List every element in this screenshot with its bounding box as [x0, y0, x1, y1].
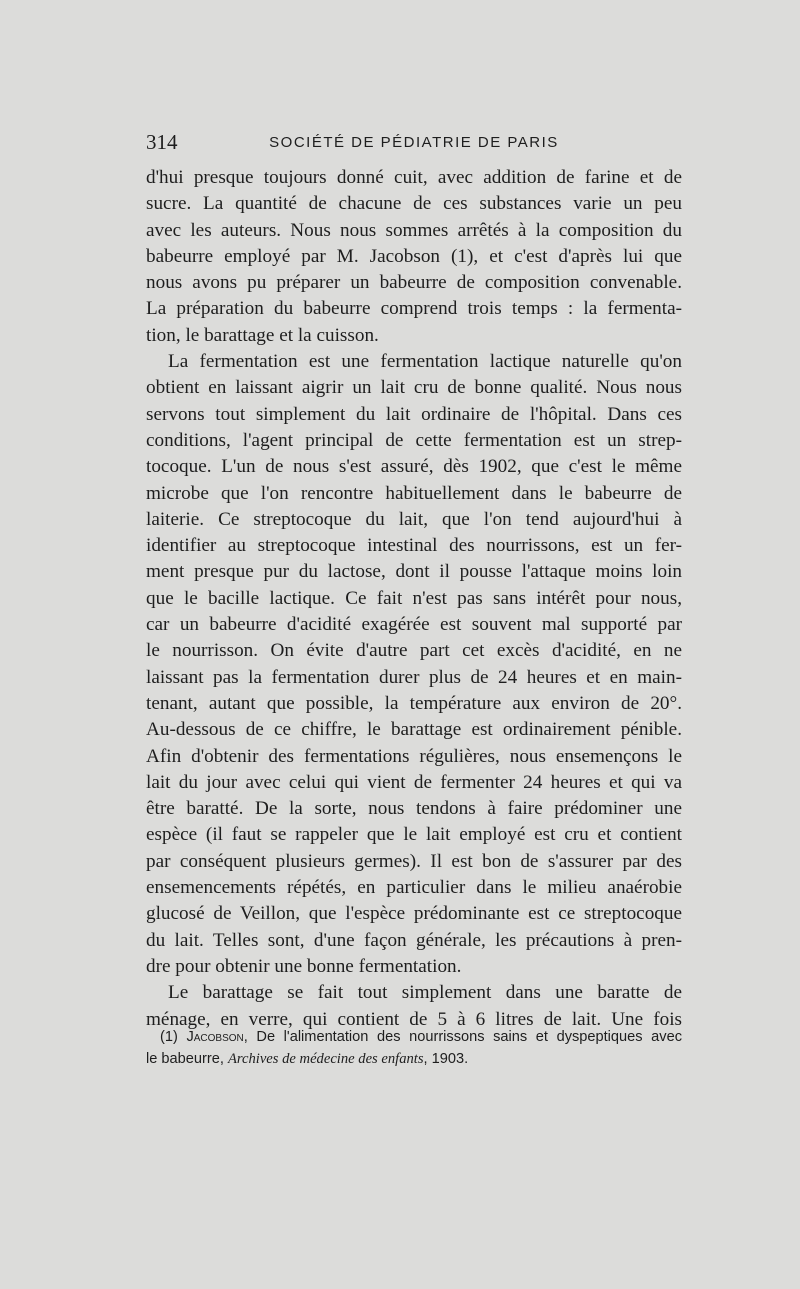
text-line: microbe que l'on rencontre habituellement dans le babeurre de — [146, 482, 682, 504]
text-line: babeurre employé par M. Jacobson (1), et c'est d'après lui que — [146, 245, 682, 267]
text-line: nous avons pu préparer un babeurre de composition convenable. — [146, 272, 682, 294]
text-line: le nourrisson. On évite d'autre part cet excès d'acidité, en ne — [146, 640, 682, 662]
text-line: laiterie. Ce streptocoque du lait, que l'on tend aujourd'hui à — [146, 508, 682, 530]
text-line: ensemencements répétés, en particulier dans le milieu anaérobie — [146, 877, 682, 899]
body-text — [146, 165, 682, 1033]
text-line: conditions, l'agent principal de cette fermentation est un strep- — [146, 429, 682, 451]
footnote-line2-end: , 1903. — [423, 1051, 469, 1067]
text-line: glucosé de Veillon, que l'espèce prédominante est ce streptocoque — [146, 903, 682, 925]
text-line: identifier au streptocoque intestinal des nourrissons, est un fer- — [146, 535, 682, 557]
footnote-line2-start: le babeurre, — [146, 1051, 228, 1067]
text-line: tenant, autant que possible, la température aux environ de 20°. — [146, 692, 682, 714]
footnote-marker: (1) — [160, 1029, 178, 1045]
page-number: 314 — [146, 130, 178, 154]
text-line: dre pour obtenir une bonne fermentation. — [146, 955, 462, 977]
text-line: Le barattage se fait tout simplement dans une baratte de — [168, 982, 682, 1004]
text-line: sucre. La quantité de chacune de ces substances varie un peu — [146, 193, 682, 215]
text-line: car un babeurre d'acidité exagérée est souvent mal supporté par — [146, 614, 682, 636]
text-line: ment presque pur du lactose, dont il pousse l'attaque moins loin — [146, 561, 682, 583]
text-line: espèce (il faut se rappeler que le lait employé est cru et contient — [146, 824, 682, 846]
text-line: La fermentation est une fermentation lactique naturelle qu'on — [168, 351, 682, 373]
text-line: obtient en laissant aigrir un lait cru de bonne qualité. Nous nous — [146, 377, 682, 399]
text-line: être baratté. De la sorte, nous tendons à faire prédominer une — [146, 798, 682, 820]
footnote-line — [146, 1048, 682, 1070]
text-line: avec les auteurs. Nous nous sommes arrêtés à la composition du — [146, 219, 682, 241]
text-line: servons tout simplement du lait ordinaire de l'hôpital. Dans ces — [146, 403, 682, 425]
footnote-text: , De l'alimentation des nourrissons sains et dyspeptiques avec — [243, 1029, 682, 1045]
text-line: Au-dessous de ce chiffre, le barattage est ordinairement pénible. — [146, 719, 682, 741]
text-line: d'hui presque toujours donné cuit, avec addition de farine et de — [146, 167, 682, 188]
page-header — [146, 128, 682, 156]
footnote-journal: Archives de médecine des enfants — [227, 1051, 424, 1067]
text-line: tocoque. L'un de nous s'est assuré, dès 1902, que c'est le même — [146, 456, 682, 478]
text-line: ménage, en verre, qui contient de 5 à 6 litres de lait. Une fois — [146, 1008, 682, 1030]
text-line: lait du jour avec celui qui vient de fermenter 24 heures et qui va — [146, 771, 682, 793]
text-line: par conséquent plusieurs germes). Il est bon de s'assurer par des — [146, 850, 682, 872]
footnote-author: Jacobson — [186, 1029, 244, 1045]
running-title: SOCIÉTÉ DE PÉDIATRIE DE PARIS — [269, 134, 559, 151]
text-line: du lait. Telles sont, d'une façon générale, les précautions à pren- — [146, 929, 682, 951]
text-line: Afin d'obtenir des fermentations régulières, nous ensemençons le — [146, 745, 682, 767]
text-line: laissant pas la fermentation durer plus de 24 heures et en main- — [146, 666, 682, 688]
footnote-line — [146, 1026, 682, 1048]
text-line: que le bacille lactique. Ce fait n'est pas sans intérêt pour nous, — [146, 587, 682, 609]
footnote — [146, 1026, 682, 1070]
text-line: La préparation du babeurre comprend trois temps : la fermenta- — [146, 298, 682, 320]
text-line: tion, le barattage et la cuisson. — [146, 324, 379, 346]
